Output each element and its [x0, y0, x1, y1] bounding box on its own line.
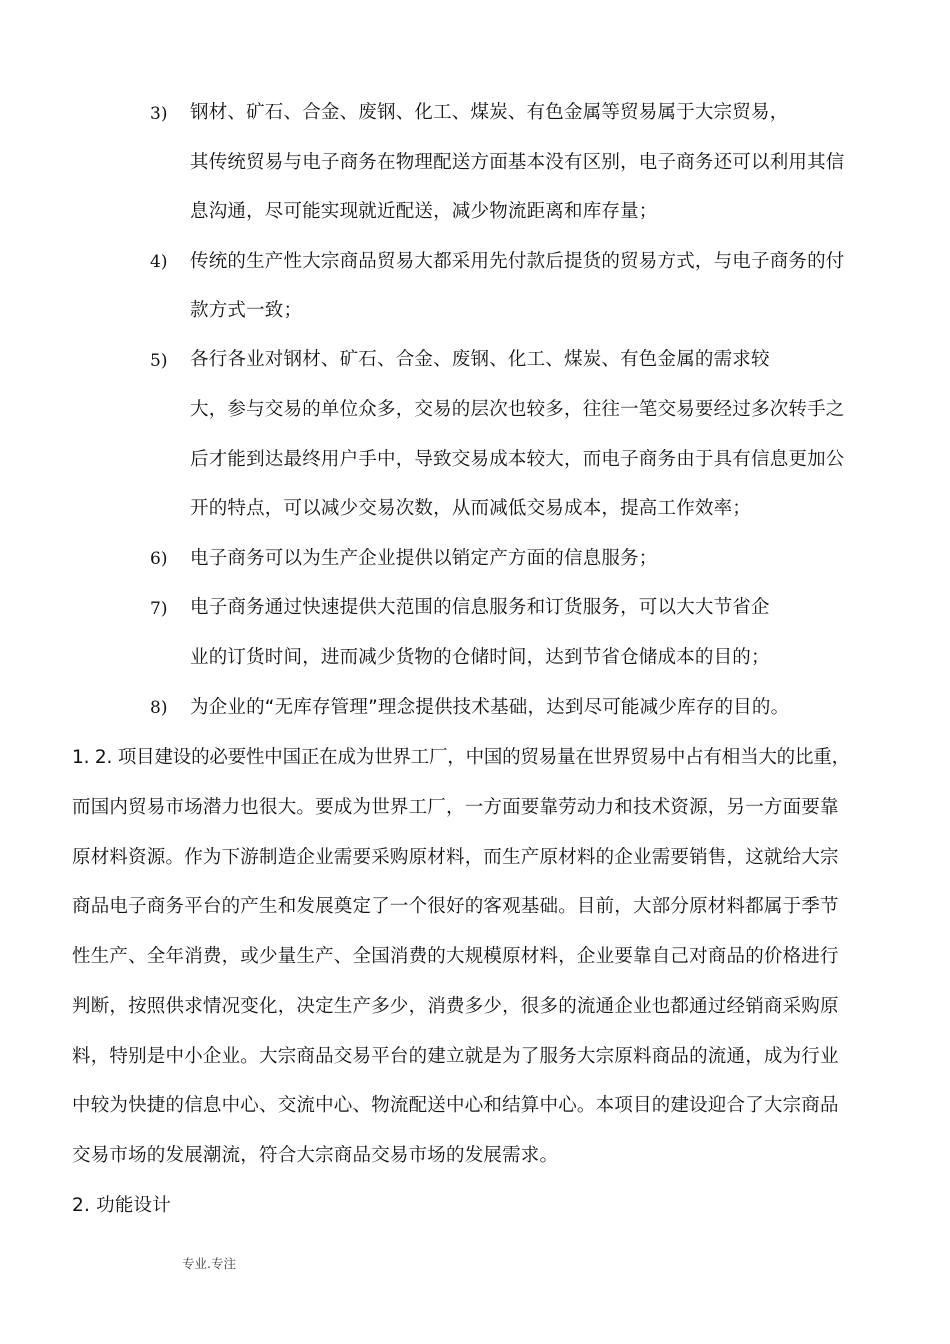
list-item-line: 后才能到达最终用户手中，导致交易成本较大，而电子商务由于具有信息更加公 [190, 449, 845, 470]
paragraph-line: 中较为快捷的信息中心、交流中心、物流配送中心和结算中心。本项目的建设迎合了大宗商品 [72, 1095, 839, 1116]
list-item-line: 电子商务通过快速提供大范围的信息服务和订货服务，可以大大节省企 [190, 597, 770, 618]
list-number: 3) [150, 104, 168, 124]
list-number: 6) [150, 549, 168, 569]
list-number: 4) [150, 252, 168, 272]
list-number: 7) [150, 599, 168, 619]
list-item-line: 息沟通，尽可能实现就近配送，减少物流距离和库存量； [190, 201, 658, 222]
section-heading: 2. 功能设计 [72, 1195, 171, 1216]
list-item-line: 为企业的“无库存管理”理念提供技术基础，达到尽可能减少库存的目的。 [190, 697, 790, 718]
paragraph-line: 原材料资源。作为下游制造企业需要采购原材料，而生产原材料的企业需要销售，这就给大宗 [72, 847, 839, 868]
list-item-line: 各行各业对钢材、矿石、合金、废钢、化工、煤炭、有色金属的需求较 [190, 349, 770, 370]
list-item-line: 大，参与交易的单位众多，交易的层次也较多，往往一笔交易要经过多次转手之 [190, 399, 845, 420]
paragraph-line: 商品电子商务平台的产生和发展奠定了一个很好的客观基础。目前，大部分原材料都属于季节 [72, 896, 839, 917]
list-number: 5) [150, 351, 168, 371]
list-item-line: 开的特点，可以减少交易次数，从而减低交易成本，提高工作效率； [190, 498, 752, 519]
list-item-line: 款方式一致； [190, 300, 303, 321]
list-item-line: 电子商务可以为生产企业提供以销定产方面的信息服务； [190, 548, 658, 569]
paragraph-line: 1. 2. 项目建设的必要性中国正在成为世界工厂，中国的贸易量在世界贸易中占有相当大的比重， [72, 747, 850, 768]
list-item-line: 传统的生产性大宗商品贸易大都采用先付款后提货的贸易方式，与电子商务的付 [190, 251, 845, 272]
list-item-line: 其传统贸易与电子商务在物理配送方面基本没有区别，电子商务还可以利用其信 [190, 152, 845, 173]
paragraph-line: 而国内贸易市场潜力也很大。要成为世界工厂，一方面要靠劳动力和技术资源，另一方面要靠 [72, 797, 839, 818]
list-item-line: 业的订货时间，进而减少货物的仓储时间，达到节省仓储成本的目的； [190, 647, 770, 668]
paragraph-line: 料，特别是中小企业。大宗商品交易平台的建立就是为了服务大宗原料商品的流通，成为行业 [72, 1046, 839, 1067]
page-footer: 专业.专注 [182, 1256, 236, 1271]
paragraph-line: 判断，按照供求情况变化，决定生产多少，消费多少，很多的流通企业也都通过经销商采购原 [72, 996, 839, 1017]
list-item-line: 钢材、矿石、合金、废钢、化工、煤炭、有色金属等贸易属于大宗贸易， [190, 102, 789, 123]
paragraph-line: 性生产、全年消费，或少量生产、全国消费的大规模原材料，企业要靠自己对商品的价格进行 [72, 946, 839, 967]
paragraph-line: 交易市场的发展潮流，符合大宗商品交易市场的发展需求。 [72, 1145, 559, 1166]
list-number: 8) [150, 698, 168, 718]
